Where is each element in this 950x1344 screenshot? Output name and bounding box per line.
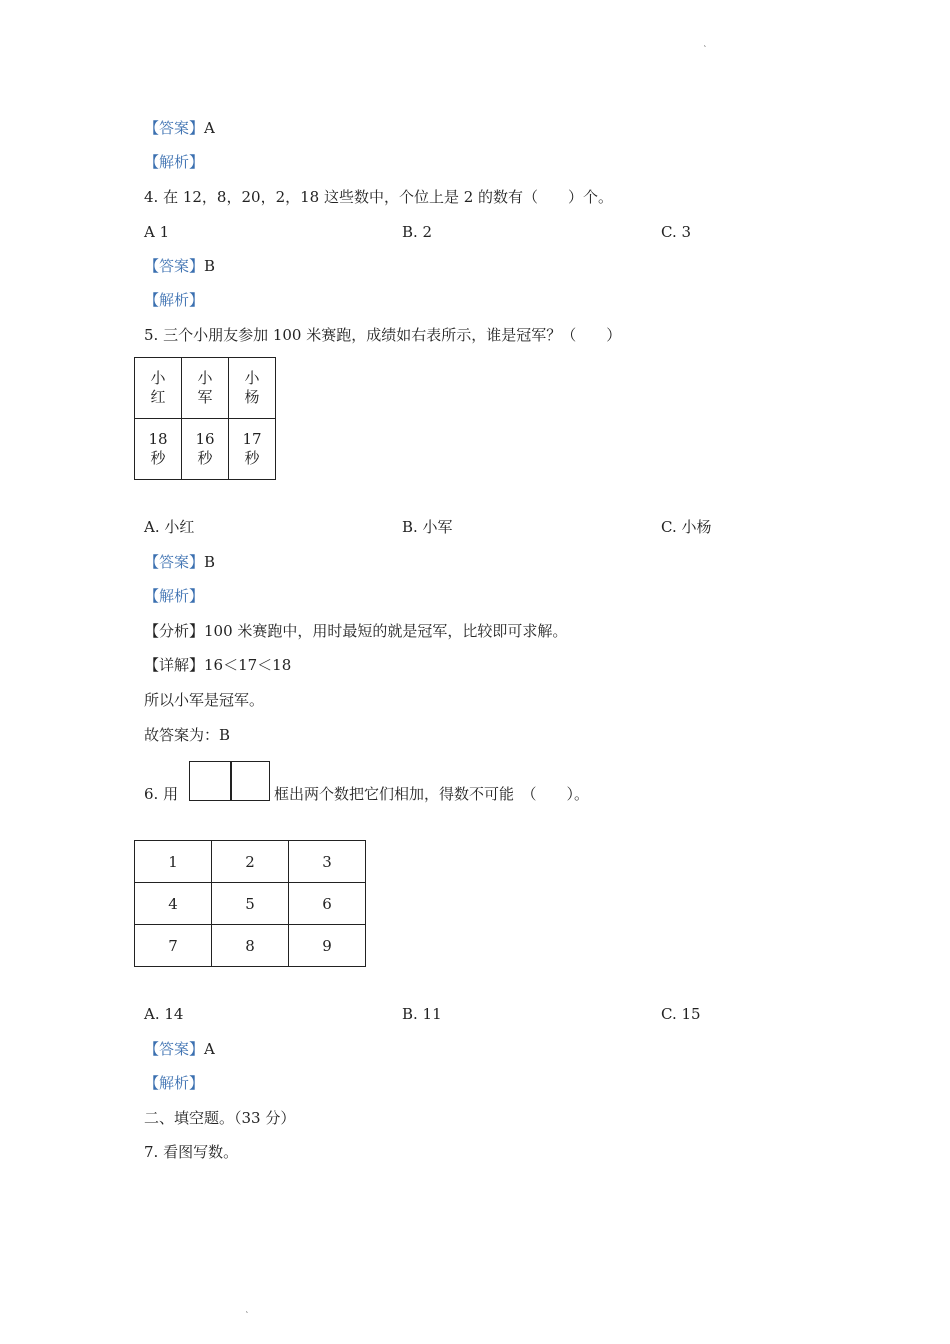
answer-value: B [204,553,216,571]
grid-cell: 4 [135,883,212,925]
q6-prefix: 6. 用 [144,785,179,803]
table-cell [182,358,229,419]
q5-detail-text: 【详解】16＜17＜18 [144,656,292,674]
grid-cell: 3 [289,841,366,883]
q6-number-grid [134,840,366,967]
q5-conclusion-text: 所以小军是冠军。 [144,691,265,709]
q3-analysis-label: 【解析】 [144,153,205,171]
footer-mark: ˛ [245,1304,249,1313]
q4-answer-row [144,256,215,276]
q5-option-a: A. 小红 [144,518,195,536]
q5-answer-row [144,552,215,572]
box-divider [230,762,232,800]
q6-suffix: 框出两个数把它们相加，得数不可能 （ ）。 [274,785,590,803]
q6-option-a: A. 14 [144,1005,184,1023]
q4-option-c: C. 3 [661,223,692,241]
q5-analysis-text: 【分析】100 米赛跑中，用时最短的就是冠军，比较即可求解。 [144,622,568,640]
table-cell [135,419,182,480]
grid-cell: 5 [212,883,289,925]
q4-analysis-label: 【解析】 [144,291,205,309]
q6-answer-row [144,1039,215,1059]
q5-option-b: B. 小军 [402,518,453,536]
q5-option-c: C. 小杨 [661,518,712,536]
answer-label: 【答案】 [144,553,205,571]
q6-option-c: C. 15 [661,1005,701,1023]
q5-analysis-label: 【解析】 [144,587,205,605]
cell-text: 18秒 [148,430,168,467]
cell-text: 17秒 [242,430,262,467]
grid-cell: 7 [135,925,212,967]
header-mark: ˛ [703,38,707,47]
answer-label: 【答案】 [144,257,205,275]
section-title: 二、填空题。（33 分） [144,1109,296,1127]
cell-text: 小红 [150,369,166,406]
cell-text: 小杨 [244,369,260,406]
q7-question: 7. 看图写数。 [144,1143,239,1161]
answer-value: B [204,257,216,275]
answer-value: A [204,1040,215,1058]
q4-option-a: A 1 [144,223,170,241]
grid-cell: 6 [289,883,366,925]
grid-cell: 9 [289,925,366,967]
grid-cell: 8 [212,925,289,967]
grid-cell: 2 [212,841,289,883]
table-cell [182,419,229,480]
answer-label: 【答案】 [144,119,205,137]
q5-results-table [134,357,276,480]
q3-answer-row [144,118,215,138]
grid-cell: 1 [135,841,212,883]
table-cell [135,358,182,419]
answer-label: 【答案】 [144,1040,205,1058]
q5-question: 5. 三个小朋友参加 100 米赛跑，成绩如右表所示，谁是冠军？（ ） [144,326,622,344]
table-cell [229,358,276,419]
q4-question: 4. 在 12，8，20，2，18 这些数中，个位上是 2 的数有（ ）个。 [144,188,614,206]
q4-option-b: B. 2 [402,223,433,241]
two-cell-box-icon [189,761,270,801]
answer-value: A [204,119,215,137]
q5-final-answer: 故答案为：B [144,726,231,744]
q6-analysis-label: 【解析】 [144,1074,205,1092]
cell-text: 小军 [197,369,213,406]
cell-text: 16秒 [195,430,215,467]
q6-option-b: B. 11 [402,1005,442,1023]
table-cell [229,419,276,480]
